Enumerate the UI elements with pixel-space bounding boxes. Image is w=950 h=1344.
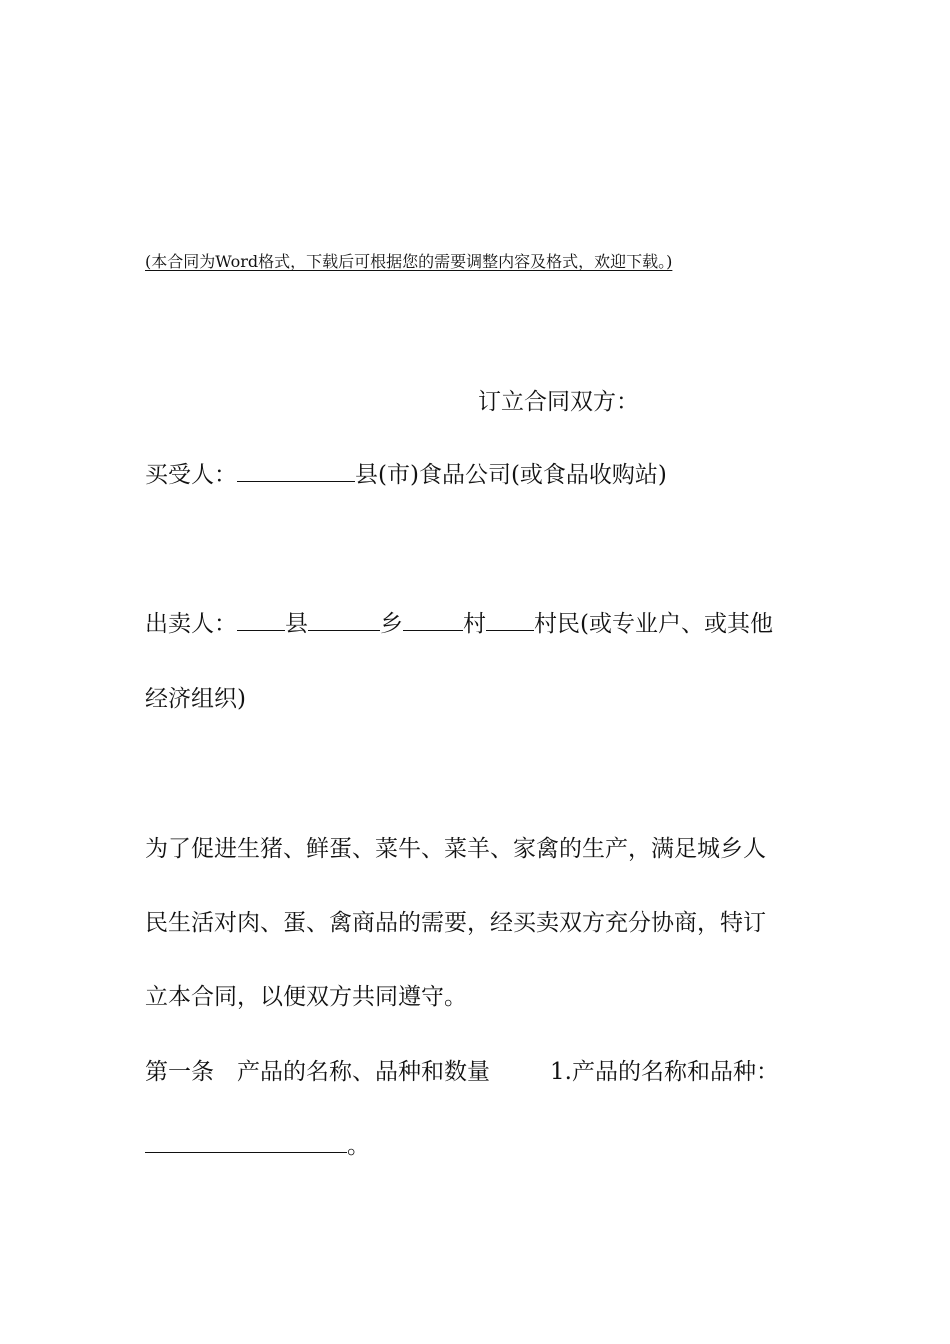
seller-township-blank — [308, 608, 380, 631]
seller-villager-blank — [486, 608, 534, 631]
purpose-line-1: 为了促进生猪、鲜蛋、菜牛、菜羊、家禽的生产，满足城乡人 — [145, 836, 766, 862]
format-note: (本合同为Word格式，下载后可根据您的需要调整内容及格式，欢迎下载。) — [145, 252, 673, 271]
seller-line — [145, 608, 773, 640]
seller-county-blank — [237, 608, 285, 631]
purpose-line-3: 立本合同，以便双方共同遵守。 — [145, 984, 467, 1010]
parties-heading: 订立合同双方： — [478, 389, 639, 415]
purpose-line-2: 民生活对肉、蛋、禽商品的需要，经买卖双方充分协商，特订 — [145, 910, 766, 936]
seller-label: 出卖人： — [145, 611, 237, 637]
article1-blank-line — [145, 1130, 370, 1162]
seller-villager: 村民(或专业户、或其他 — [534, 611, 773, 637]
article1-item1: 1.产品的名称和品种： — [550, 1059, 779, 1085]
seller-village-blank — [403, 608, 463, 631]
seller-line-2: 经济组织) — [145, 686, 246, 712]
article1-title: 第一条 产品的名称、品种和数量 — [145, 1059, 490, 1085]
buyer-line — [145, 459, 667, 491]
seller-township: 乡 — [380, 611, 403, 637]
seller-county: 县 — [285, 611, 308, 637]
buyer-name-blank — [237, 459, 355, 482]
article1-end: 。 — [347, 1133, 370, 1159]
buyer-suffix: 县(市)食品公司(或食品收购站) — [355, 462, 667, 488]
product-name-blank — [145, 1130, 347, 1153]
buyer-label: 买受人： — [145, 462, 237, 488]
seller-village: 村 — [463, 611, 486, 637]
article1-line — [145, 1056, 779, 1088]
